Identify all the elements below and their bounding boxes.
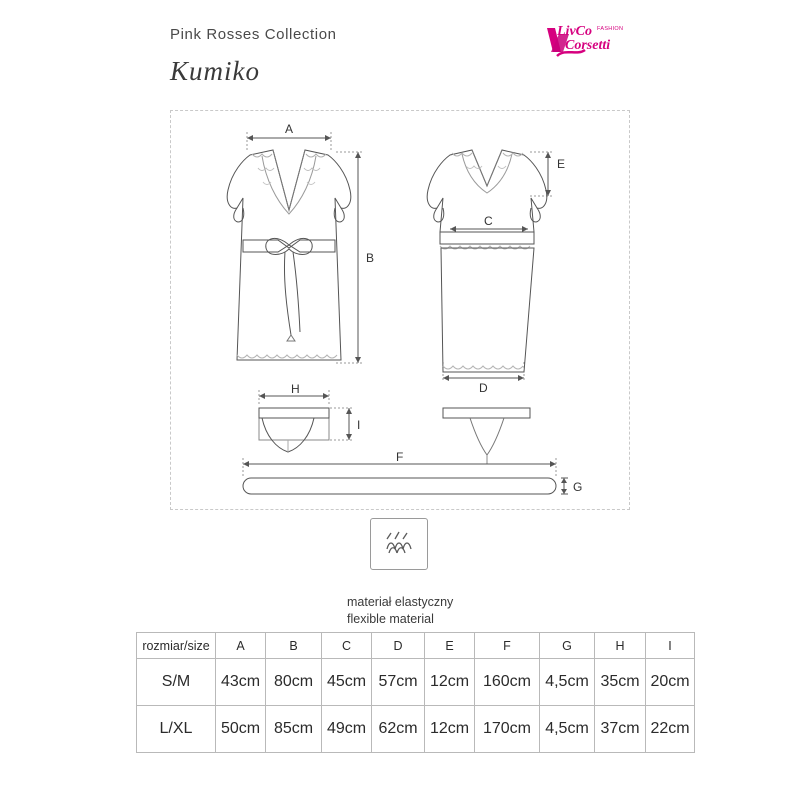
label-F: F <box>396 450 404 464</box>
table-header-cell: B <box>266 633 322 659</box>
logo-line1: LivCo <box>557 24 592 39</box>
label-E: E <box>557 157 566 171</box>
label-A: A <box>285 122 294 136</box>
table-header-cell: rozmiar/size <box>137 633 216 659</box>
table-row <box>137 706 695 753</box>
table-header-cell: I <box>646 633 695 659</box>
table-header-cell: F <box>475 633 540 659</box>
collection-title: Pink Rosses Collection <box>170 26 337 43</box>
table-cell: 45cm <box>322 659 372 706</box>
table-cell: 49cm <box>322 706 372 753</box>
table-cell: 160cm <box>475 659 540 706</box>
table-cell: 4,5cm <box>540 706 595 753</box>
table-cell: 80cm <box>266 659 322 706</box>
table-cell: 43cm <box>216 659 266 706</box>
label-G: G <box>573 480 583 494</box>
table-header-cell: H <box>595 633 646 659</box>
material-text-pl: materiał elastyczny <box>347 595 454 609</box>
label-D: D <box>479 381 488 395</box>
product-name: Kumiko <box>170 56 260 86</box>
table-cell-size: S/M <box>137 659 216 706</box>
table-header-cell: G <box>540 633 595 659</box>
table-cell: 22cm <box>646 706 695 753</box>
table-cell: 170cm <box>475 706 540 753</box>
table-cell: 85cm <box>266 706 322 753</box>
material-description <box>347 594 453 628</box>
table-cell: 20cm <box>646 659 695 706</box>
label-B: B <box>366 251 375 265</box>
flexible-material-icon <box>370 518 428 570</box>
table-header-cell: E <box>425 633 475 659</box>
table-cell: 12cm <box>425 706 475 753</box>
label-H: H <box>291 382 300 396</box>
label-I: I <box>357 418 361 432</box>
table-header-cell: D <box>372 633 425 659</box>
table-cell: 57cm <box>372 659 425 706</box>
table-header-cell: A <box>216 633 266 659</box>
table-cell: 62cm <box>372 706 425 753</box>
table-cell: 37cm <box>595 706 646 753</box>
material-text-en: flexible material <box>347 612 434 626</box>
table-header-row <box>137 633 695 659</box>
logo-line2: Corsetti <box>565 38 611 53</box>
table-cell: 50cm <box>216 706 266 753</box>
logo-subtext: FASHION <box>597 26 624 32</box>
table-header-cell: C <box>322 633 372 659</box>
size-table <box>136 632 695 753</box>
table-cell: 12cm <box>425 659 475 706</box>
table-cell-size: L/XL <box>137 706 216 753</box>
table-row <box>137 659 695 706</box>
table-cell: 35cm <box>595 659 646 706</box>
table-cell: 4,5cm <box>540 659 595 706</box>
label-C: C <box>484 214 493 228</box>
